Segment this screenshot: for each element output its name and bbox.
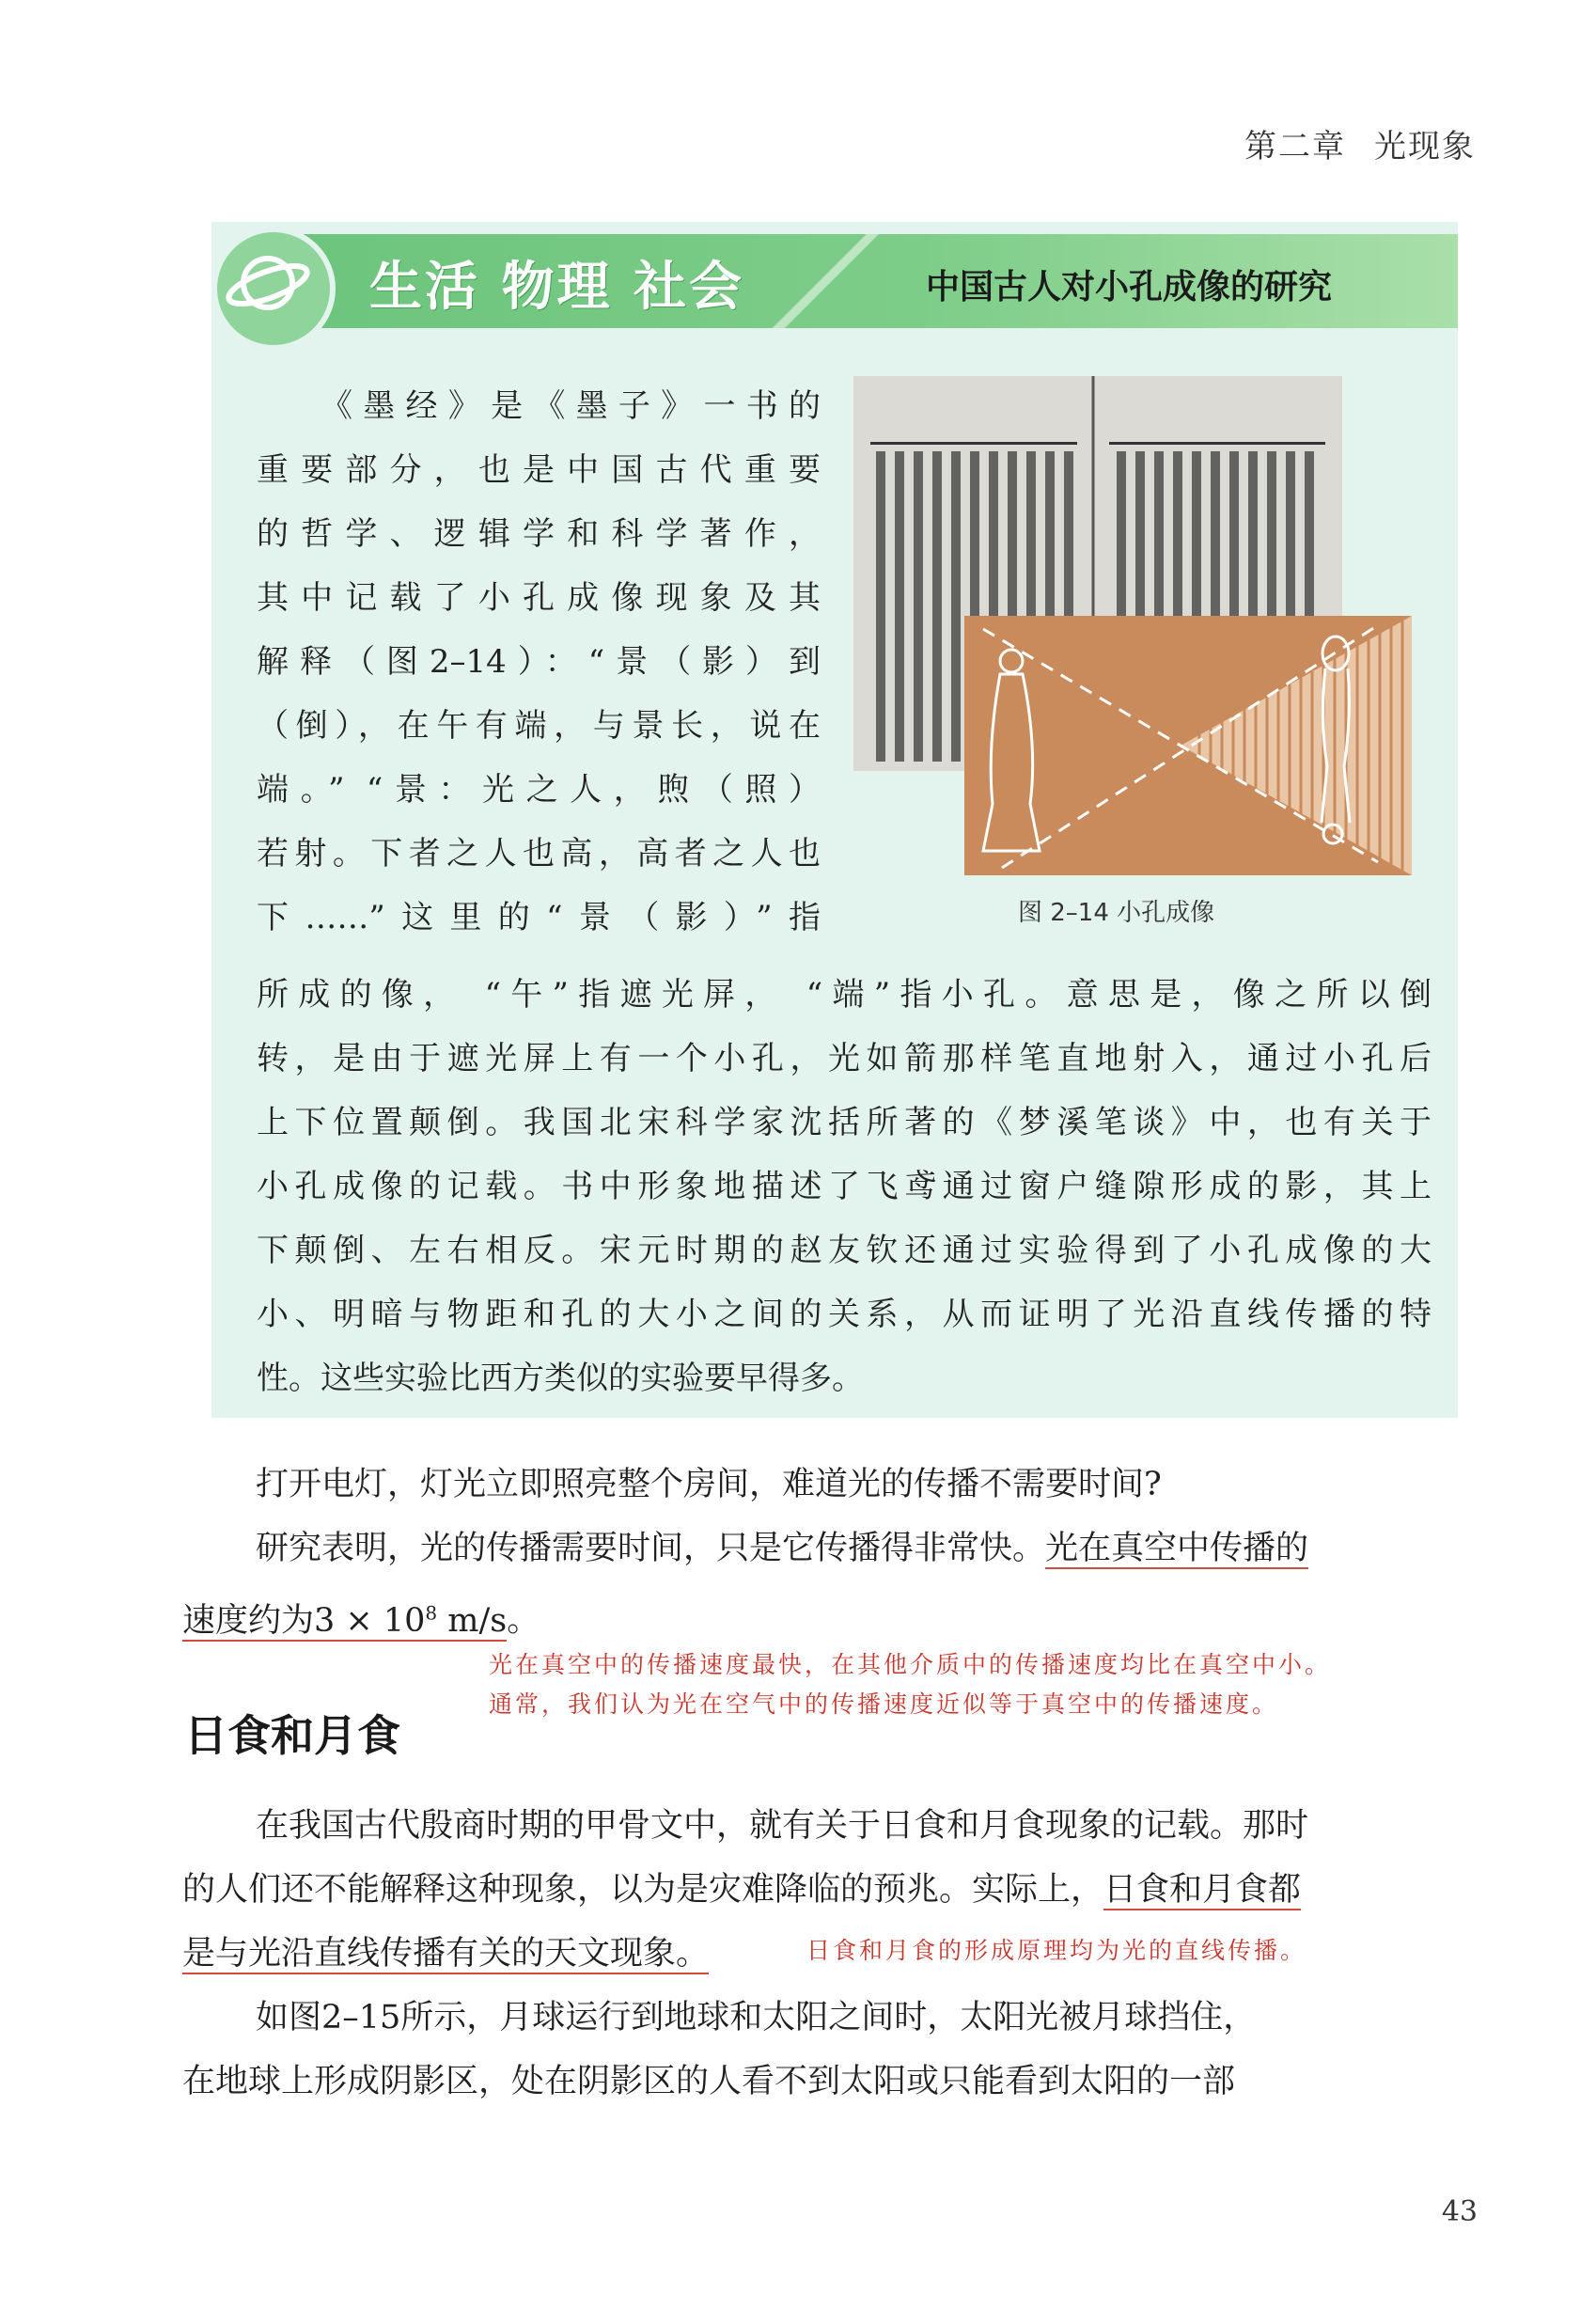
text-line: 小孔成像的记载。书中形象地描述了飞鸢通过窗户缝隙形成的影，其上 <box>257 1168 1432 1205</box>
text-line: 在我国古代殷商时期的甲骨文中，就有关于日食和月食现象的记载。那时 <box>256 1807 1309 1845</box>
text-line <box>182 1517 1479 1580</box>
text-line: 所成的像， “午”指遮光屏， “端”指小孔。意思是，像之所以倒 <box>257 976 1432 1014</box>
pinhole-diagram <box>964 616 1412 875</box>
figure-caption: 图 2–14 小孔成像 <box>1018 899 1215 927</box>
text-line: 重要部分，也是中国古代重要 <box>257 451 821 489</box>
text-line <box>182 1580 1479 1653</box>
text-line: 性。这些实验比西方类似的实验要早得多。 <box>257 1360 864 1397</box>
text-line: 的哲学、逻辑学和科学著作， <box>257 515 821 553</box>
feature-banner <box>211 234 1458 328</box>
page-number: 43 <box>1441 2195 1478 2228</box>
speed-value: 速度约为3 × 10 <box>182 1601 426 1640</box>
note-line: 光在真空中的传播速度最快，在其他介质中的传播速度均比在真空中小。 <box>489 1651 1332 1678</box>
text-line: 在地球上形成阴影区，处在阴影区的人看不到太阳或只能看到太阳的一部 <box>182 2063 1236 2100</box>
planet-icon <box>211 227 336 351</box>
banner-subtitle: 中国古人对小孔成像的研究 <box>926 268 1333 307</box>
text-line: 转，是由于遮光屏上有一个小孔，光如箭那样笔直地射入，通过小孔后 <box>257 1040 1432 1077</box>
text-line: 下颠倒、左右相反。宋元时期的赵友钦还通过实验得到了小孔成像的大 <box>257 1232 1432 1269</box>
underlined-text: 日食和月食都 <box>1103 1871 1302 1909</box>
text-line: 上下位置颠倒。我国北宋科学家沈括所著的《梦溪笔谈》中，也有关于 <box>257 1104 1432 1141</box>
speed-exponent: 8 <box>425 1601 438 1624</box>
chapter-number: 第二章 <box>1244 128 1346 165</box>
text-segment: 。 <box>507 1601 540 1640</box>
chapter-header <box>1244 120 1476 166</box>
text-line: 解释（图2–14）：“景（影）到 <box>257 643 821 681</box>
chapter-title: 光现象 <box>1374 128 1476 165</box>
banner-title: 生活 物理 社会 <box>369 257 744 318</box>
speed-unit: m/s <box>437 1601 508 1640</box>
note-line: 通常，我们认为光在空气中的传播速度近似等于真空中的传播速度。 <box>489 1690 1279 1718</box>
text-line: 如图2–15所示，月球运行到地球和太阳之间时，太阳光被月球挡住， <box>256 1999 1257 2036</box>
text-line: （倒），在午有端，与景长，说在 <box>257 707 821 745</box>
text-line: 小、明暗与物距和孔的大小之间的关系，从而证明了光沿直线传播的特 <box>257 1296 1432 1333</box>
text-line: 端。” “景：光之人，煦（照） <box>257 771 821 809</box>
feature-text-left <box>257 374 821 950</box>
text-segment: 研究表明，光的传播需要时间，只是它传播得非常快。 <box>256 1530 1046 1567</box>
text-line: 打开电灯，灯光立即照亮整个房间，难道光的传播不需要时间? <box>256 1466 1162 1503</box>
figure-pinhole <box>853 376 1412 874</box>
underlined-text: 光在真空中传播的 <box>1045 1530 1309 1567</box>
text-line: 若射。下者之人也高，高者之人也 <box>257 835 821 873</box>
text-line: 下……”这里的“景（影）”指 <box>257 899 821 936</box>
underlined-text: 是与光沿直线传播有关的天文现象。 <box>182 1935 710 1973</box>
paragraph-light-speed <box>182 1453 1479 1653</box>
handwritten-note <box>489 1645 1331 1724</box>
handwritten-note: 日食和月食的形成原理均为光的直线传播。 <box>806 1937 1307 1964</box>
text-line <box>182 1858 1479 1922</box>
underlined-text <box>182 1602 507 1642</box>
text-line: 《墨经》是《墨子》一书的 <box>321 387 821 425</box>
text-segment: 的人们还不能解释这种现象，以为是灾难降临的预兆。实际上， <box>182 1871 1104 1909</box>
feature-text-bottom <box>257 963 1432 1410</box>
section-title: 日食和月食 <box>184 1710 400 1761</box>
banner-divider <box>766 234 879 328</box>
text-line: 其中记载了小孔成像现象及其 <box>257 579 821 617</box>
